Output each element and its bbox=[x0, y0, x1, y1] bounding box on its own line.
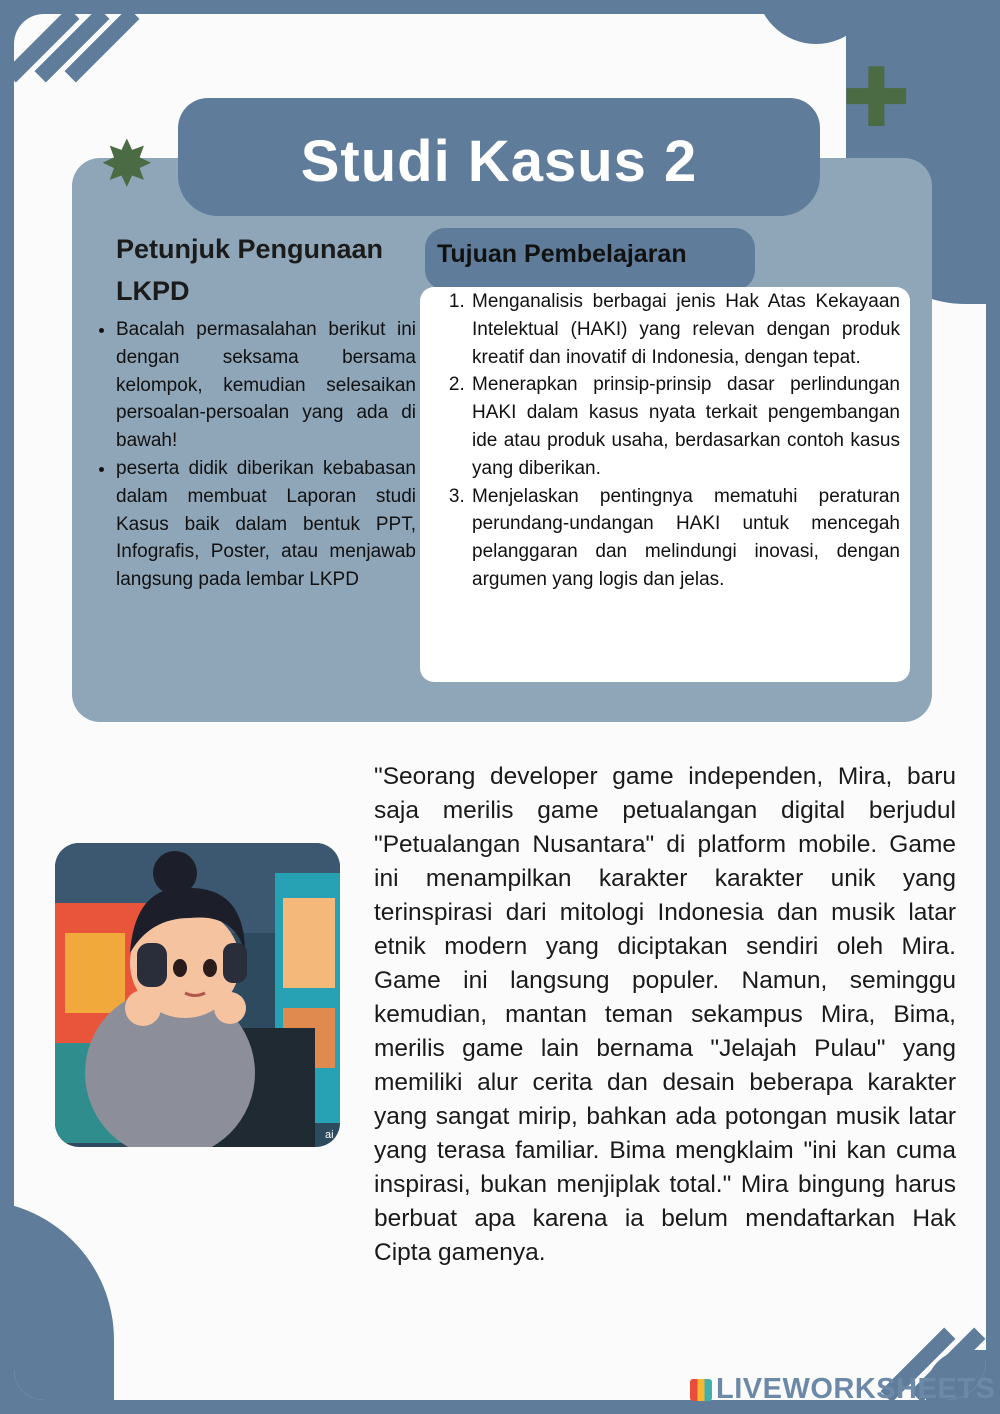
watermark-text: LIVEWORKSHEETS bbox=[716, 1373, 996, 1405]
liveworksheets-watermark bbox=[690, 1373, 995, 1406]
sparkle-decoration-icon: ✚ bbox=[842, 53, 911, 144]
petunjuk-heading: Petunjuk Pengunaan LKPD bbox=[116, 234, 384, 306]
liveworksheets-logo-icon bbox=[690, 1379, 712, 1401]
ai-badge: ai bbox=[325, 1129, 334, 1141]
tujuan-list bbox=[448, 288, 900, 594]
tujuan-heading: Tujuan Pembelajaran bbox=[437, 240, 687, 268]
petunjuk-item: • Bacalah permasalahan berikut ini dengan seksama bersama kelompok, kemudian selesaikan persoalan-persoalan yang ada di bawah! bbox=[116, 316, 416, 455]
girl-with-headphones-illustration bbox=[55, 843, 340, 1147]
page-title: Studi Kasus 2 bbox=[300, 129, 698, 194]
petunjuk-item: • peserta didik diberikan kebabasan dalam membuat Laporan studi Kasus baik dalam bentuk PPT, Infografis, Poster, atau menjawab langsung pada lembar LKPD bbox=[116, 455, 416, 594]
star-decoration-icon: ✸ bbox=[100, 128, 154, 200]
tujuan-item: 3. Menjelaskan pentingnya mematuhi peraturan perundang-undangan HAKI untuk mencegah pelanggaran dan melindungi inovasi, dengan argumen yang logis dan jelas. bbox=[470, 483, 900, 594]
tujuan-item: 1. Menganalisis berbagai jenis Hak Atas Kekayaan Intelektual (HAKI) yang relevan dengan produk kreatif dan inovatif di Indonesia, dengan tepat. bbox=[470, 288, 900, 371]
tujuan-item: 2. Menerapkan prinsip-prinsip dasar perlindungan HAKI dalam kasus nyata terkait pengembangan ide atau produk usaha, berdasarkan contoh kasus yang diberikan. bbox=[470, 371, 900, 482]
petunjuk-list bbox=[94, 316, 416, 594]
case-story-text: "Seorang developer game independen, Mira, baru saja merilis game petualangan digital berjudul "Petualangan Nusantara" di platform mobile. Game ini menampilkan karakter karakter unik yang terinspirasi dari mitologi Indonesia dan musik latar etnik modern yang diciptakan sendiri oleh Mira. Game ini langsung populer. Namun, seminggu kemudian, mantan teman sekampus Mira, Bima, merilis game lain bernama "Jelajah Pulau" yang memiliki alur cerita dan desain beberapa karakter yang sangat mirip, bahkan ada potongan musik latar yang terasa familiar. Bima mengklaim "ini kan cuma inspirasi, bukan menjiplak total." Mira bingung harus berbuat apa karena ia belum mendaftarkan Hak Cipta gamenya. bbox=[374, 763, 956, 1266]
decor-blob-bottom-left bbox=[14, 1200, 114, 1400]
